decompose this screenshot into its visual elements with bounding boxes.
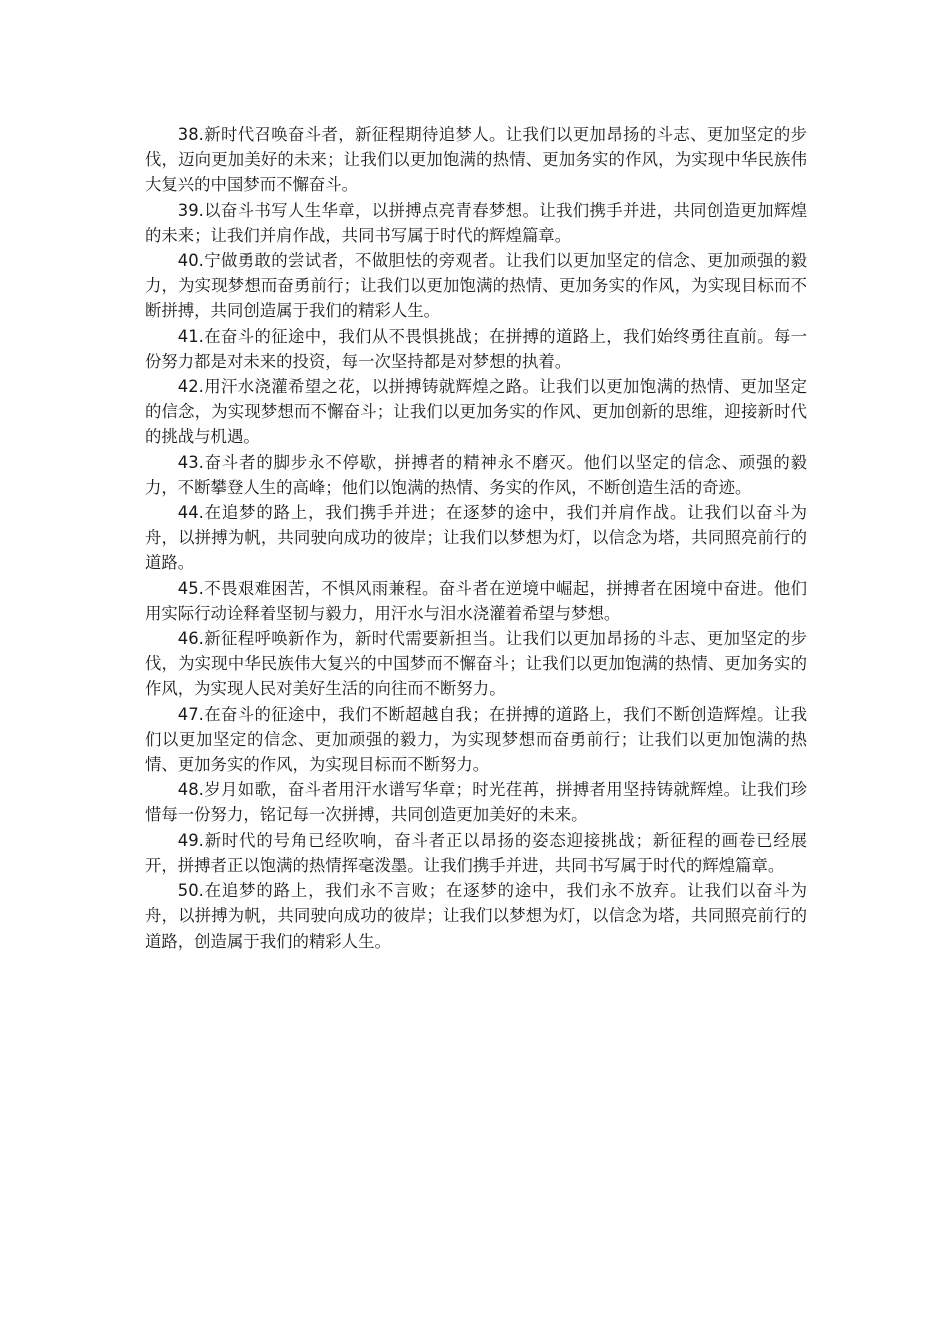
paragraph-42: 42.用汗水浇灌希望之花，以拼搏铸就辉煌之路。让我们以更加饱满的热情、更加坚定的信念，为实现梦想而不懈奋斗；让我们以更加务实的作风、更加创新的思维，迎接新时代的挑战与机遇。 bbox=[145, 377, 807, 447]
paragraph-45: 45.不畏艰难困苦，不惧风雨兼程。奋斗者在逆境中崛起，拼搏者在困境中奋进。他们用实际行动诠释着坚韧与毅力，用汗水与泪水浇灌着希望与梦想。 bbox=[145, 578, 807, 623]
paragraph-40: 40.宁做勇敢的尝试者，不做胆怯的旁观者。让我们以更加坚定的信念、更加顽强的毅力，为实现梦想而奋勇前行；让我们以更加饱满的热情、更加务实的作风，为实现目标而不断拼搏，共同创造属于我们的精彩人生。 bbox=[145, 251, 807, 321]
paragraph-38: 38.新时代召唤奋斗者，新征程期待追梦人。让我们以更加昂扬的斗志、更加坚定的步伐，迈向更加美好的未来；让我们以更加饱满的热情、更加务实的作风，为实现中华民族伟大复兴的中国梦而不懈奋斗。 bbox=[145, 125, 807, 195]
paragraph-50: 50.在追梦的路上，我们永不言败；在逐梦的途中，我们永不放弃。让我们以奋斗为舟，以拼搏为帆，共同驶向成功的彼岸；让我们以梦想为灯，以信念为塔，共同照亮前行的道路，创造属于我们的精彩人生。 bbox=[145, 881, 807, 951]
paragraph-41: 41.在奋斗的征途中，我们从不畏惧挑战；在拼搏的道路上，我们始终勇往直前。每一份努力都是对未来的投资，每一次坚持都是对梦想的执着。 bbox=[145, 326, 807, 371]
paragraph-49: 49.新时代的号角已经吹响，奋斗者正以昂扬的姿态迎接挑战；新征程的画卷已经展开，拼搏者正以饱满的热情挥毫泼墨。让我们携手并进，共同书写属于时代的辉煌篇章。 bbox=[145, 830, 807, 875]
paragraph-44: 44.在追梦的路上，我们携手并进；在逐梦的途中，我们并肩作战。让我们以奋斗为舟，以拼搏为帆，共同驶向成功的彼岸；让我们以梦想为灯，以信念为塔，共同照亮前行的道路。 bbox=[145, 503, 807, 573]
paragraph-39: 39.以奋斗书写人生华章，以拼搏点亮青春梦想。让我们携手并进，共同创造更加辉煌的未来；让我们并肩作战，共同书写属于时代的辉煌篇章。 bbox=[145, 200, 807, 245]
paragraph-48: 48.岁月如歌，奋斗者用汗水谱写华章；时光荏苒，拼搏者用坚持铸就辉煌。让我们珍惜每一份努力，铭记每一次拼搏，共同创造更加美好的未来。 bbox=[145, 780, 807, 825]
document-body bbox=[145, 122, 807, 954]
paragraph-46: 46.新征程呼唤新作为，新时代需要新担当。让我们以更加昂扬的斗志、更加坚定的步伐，为实现中华民族伟大复兴的中国梦而不懈奋斗；让我们以更加饱满的热情、更加务实的作风，为实现人民对美好生活的向往而不断努力。 bbox=[145, 629, 807, 699]
paragraph-47: 47.在奋斗的征途中，我们不断超越自我；在拼搏的道路上，我们不断创造辉煌。让我们以更加坚定的信念、更加顽强的毅力，为实现梦想而奋勇前行；让我们以更加饱满的热情、更加务实的作风，为实现目标而不断努力。 bbox=[145, 704, 807, 775]
paragraph-43: 43.奋斗者的脚步永不停歇，拼搏者的精神永不磨灭。他们以坚定的信念、顽强的毅力，不断攀登人生的高峰；他们以饱满的热情、务实的作风，不断创造生活的奇迹。 bbox=[145, 452, 807, 497]
